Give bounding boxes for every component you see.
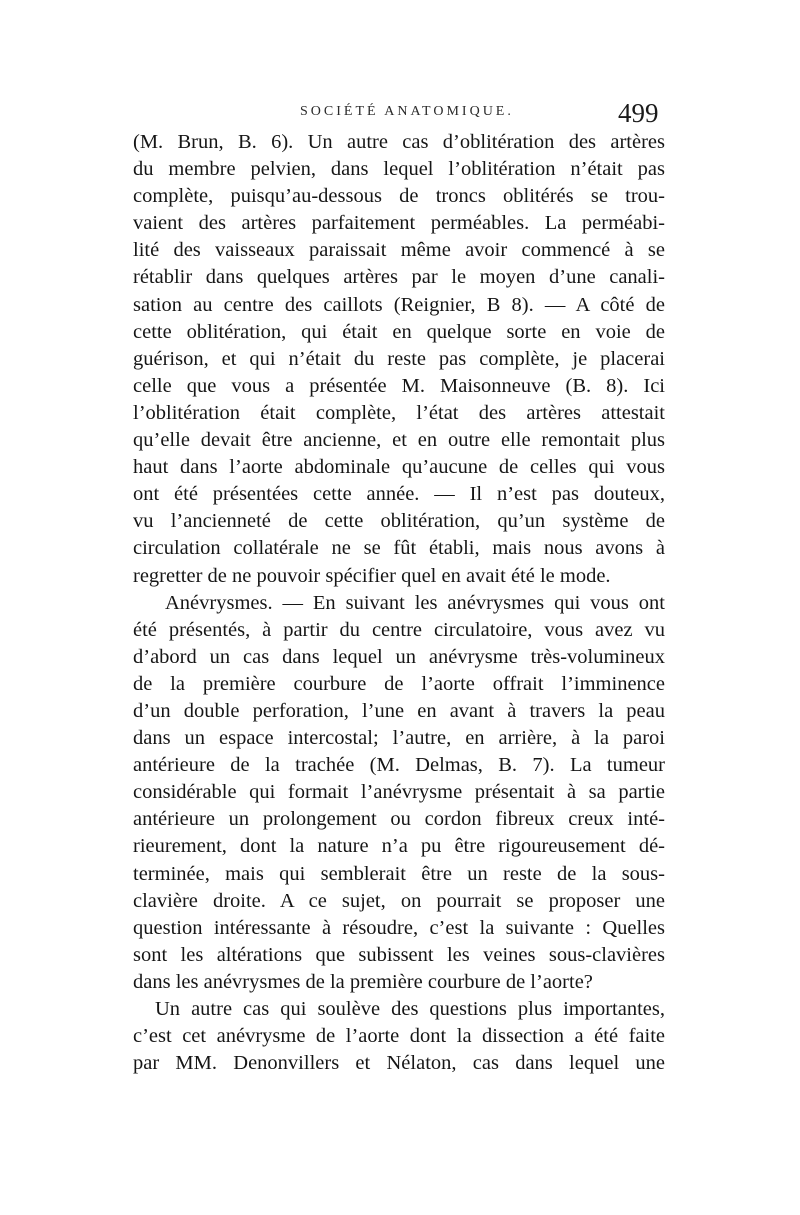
text-line: l’oblitération était complète, l’état des artères attestait [133, 401, 665, 424]
page-number: 499 [618, 98, 659, 128]
paragraph-end-line: regretter de ne pouvoir spécifier quel en avait été le mode. [133, 564, 611, 587]
text-line: d’un double perforation, l’une en avant à travers la peau [133, 699, 665, 722]
text-line: celle que vous a présentée M. Maisonneuve (B. 8). Ici [133, 374, 665, 397]
text-line: clavière droite. A ce sujet, on pourrait se proposer une [133, 889, 665, 912]
text-line: Un autre cas qui soulève des questions plus importantes, [155, 998, 665, 1020]
text-line: (M. Brun, B. 6). Un autre cas d’oblitération des artères [133, 131, 665, 153]
text-line: sont les altérations que subissent les veines sous-clavières [133, 943, 665, 966]
text-line: terminée, mais qui semblerait être un reste de la sous- [133, 862, 665, 885]
text-line: par MM. Denonvillers et Nélaton, cas dans lequel une [133, 1052, 665, 1075]
text-line: considérable qui formait l’anévrysme présentait à sa partie [133, 781, 665, 804]
text-line: guérison, et qui n’était du reste pas complète, je placerai [133, 347, 665, 370]
text-line: ont été présentées cette année. — Il n’est pas douteux, [133, 483, 665, 506]
text-line: d’abord un cas dans lequel un anévrysme très-volumineux [133, 645, 665, 668]
text-line: du membre pelvien, dans lequel l’oblitération n’était pas [133, 158, 665, 181]
body-text [133, 129, 665, 1077]
text-line: antérieure de la trachée (M. Delmas, B. 7). La tumeur [133, 754, 665, 777]
text-line: complète, puisqu’au-dessous de troncs oblitérés se trou- [133, 185, 665, 208]
text-line: vaient des artères parfaitement perméables. La perméabi- [133, 212, 665, 235]
text-line: lité des vaisseaux paraissait même avoir commencé à se [133, 239, 665, 262]
text-line: vu l’ancienneté de cette oblitération, qu’un système de [133, 510, 665, 533]
text-line: qu’elle devait être ancienne, et en outre elle remontait plus [133, 429, 665, 452]
text-line: c’est cet anévrysme de l’aorte dont la dissection a été faite [133, 1025, 665, 1048]
text-line: question intéressante à résoudre, c’est la suivante : Quelles [133, 916, 665, 939]
text-line: haut dans l’aorte abdominale qu’aucune de celles qui vous [133, 456, 665, 479]
paragraph-end-line: dans les anévrysmes de la première courbure de l’aorte? [133, 970, 593, 993]
text-line: rieurement, dont la nature n’a pu être rigoureusement dé- [133, 835, 665, 858]
running-title: SOCIÉTÉ ANATOMIQUE. [300, 104, 514, 119]
text-line: de la première courbure de l’aorte offrait l’imminence [133, 672, 665, 695]
text-line: sation au centre des caillots (Reignier, B 8). — A côté de [133, 293, 665, 316]
section-heading-line: Anévrysmes. — En suivant les anévrysmes qui vous ont [165, 591, 665, 614]
text-line: circulation collatérale ne se fût établi, mais nous avons à [133, 537, 665, 560]
text-line: dans un espace intercostal; l’autre, en arrière, à la paroi [133, 727, 665, 750]
text-line: cette oblitération, qui était en quelque sorte en voie de [133, 320, 665, 343]
text-line: rétablir dans quelques artères par le moyen d’une canali- [133, 266, 665, 289]
text-line: antérieure un prolongement ou cordon fibreux creux inté- [133, 808, 665, 831]
text-line: été présentés, à partir du centre circulatoire, vous avez vu [133, 618, 665, 641]
